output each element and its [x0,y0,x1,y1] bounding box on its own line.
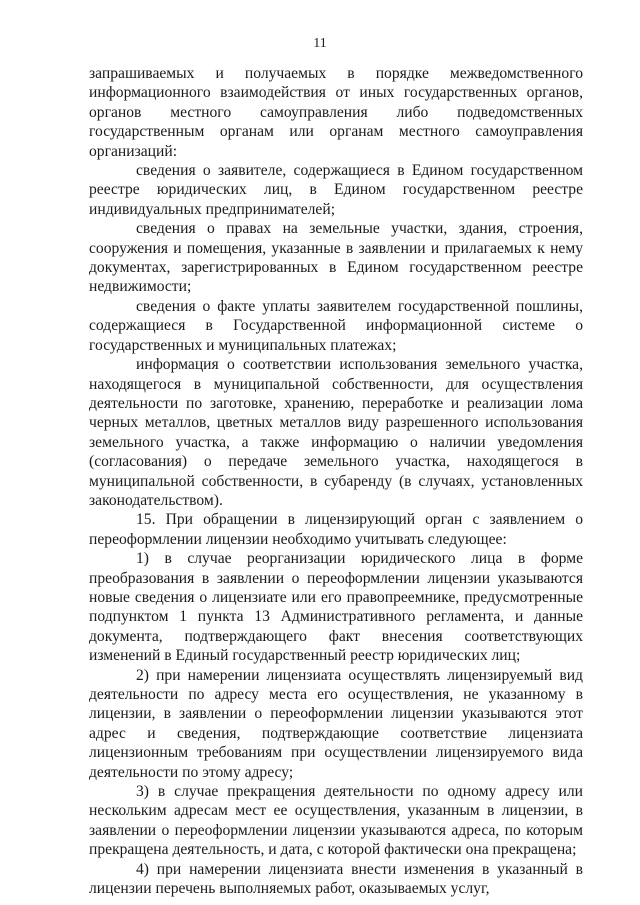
paragraph-intro-continuation: запрашиваемых и получаемых в порядке межведомственного информационного взаимодействия от иных государственных органов, органов местного самоуправления либо подведомственных государственным органам или органам местного самоуправления организаций: [89,65,583,160]
paragraph-subitem-2: 2) при намерении лицензиата осуществлять лицензируемый вид деятельности по адресу места его осуществления, не указанному в лицензии, в заявлении о переоформлении лицензии указываются этот адрес и сведения, подтверждающие соответствие лицензиата лицензионным требованиям при осуществлении лицензируемого вида деятельности по этому адресу; [89,666,583,781]
paragraph-item-15: 15. При обращении в лицензирующий орган с заявлением о переоформлении лицензии необходимо учитывать следующее: [89,511,583,548]
paragraph-applicant-info: сведения о заявителе, содержащиеся в Едином государственном реестре юридических лиц, в Едином государственном реестре индивидуальных предпринимателей; [89,162,583,218]
document-body [89,64,583,898]
paragraph-subitem-3: 3) в случае прекращения деятельности по одному адресу или нескольким адресам мест ее осуществления, указанным в лицензии, в заявлении о переоформлении лицензии указываются адреса, по которым прекращена деятельность, и дата, с которой фактически она прекращена; [89,783,583,859]
paragraph-property-rights: сведения о правах на земельные участки, здания, строения, сооружения и помещения, указанные в заявлении и прилагаемых к нему документах, зарегистрированных в Едином государственном реестре недвижимости; [89,220,583,296]
paragraph-subitem-4: 4) при намерении лицензиата внести изменения в указанный в лицензии перечень выполняемых работ, оказываемых услуг, [89,860,583,898]
paragraph-fee-payment: сведения о факте уплаты заявителем государственной пошлины, содержащиеся в Государственной информационной системе о государственных и муниципальных платежах; [89,297,583,354]
paragraph-subitem-1: 1) в случае реорганизации юридического лица в форме преобразования в заявлении о переоформлении лицензии указываются новые сведения о лицензиате или его правопреемнике, предусмотренные подпунктом 1 пункта 13 Административного регламента, и данные документа, подтверждающего факт внесения соответствующих изменений в Единый государственный реестр юридических лиц; [89,550,583,665]
page-number: 11 [313,36,327,51]
paragraph-land-use-info: информация о соответствии использования земельного участка, находящегося в муниципальной собственности, для осуществления деятельности по заготовке, хранению, переработке и реализации лома черных металлов, цветных металлов виду разрешенного использования земельного участка, а также информацию о наличии уведомления (согласования) о передаче земельного участка, находящегося в муниципальной собственности, в субаренду (в случаях, установленных законодательством). [89,356,583,509]
